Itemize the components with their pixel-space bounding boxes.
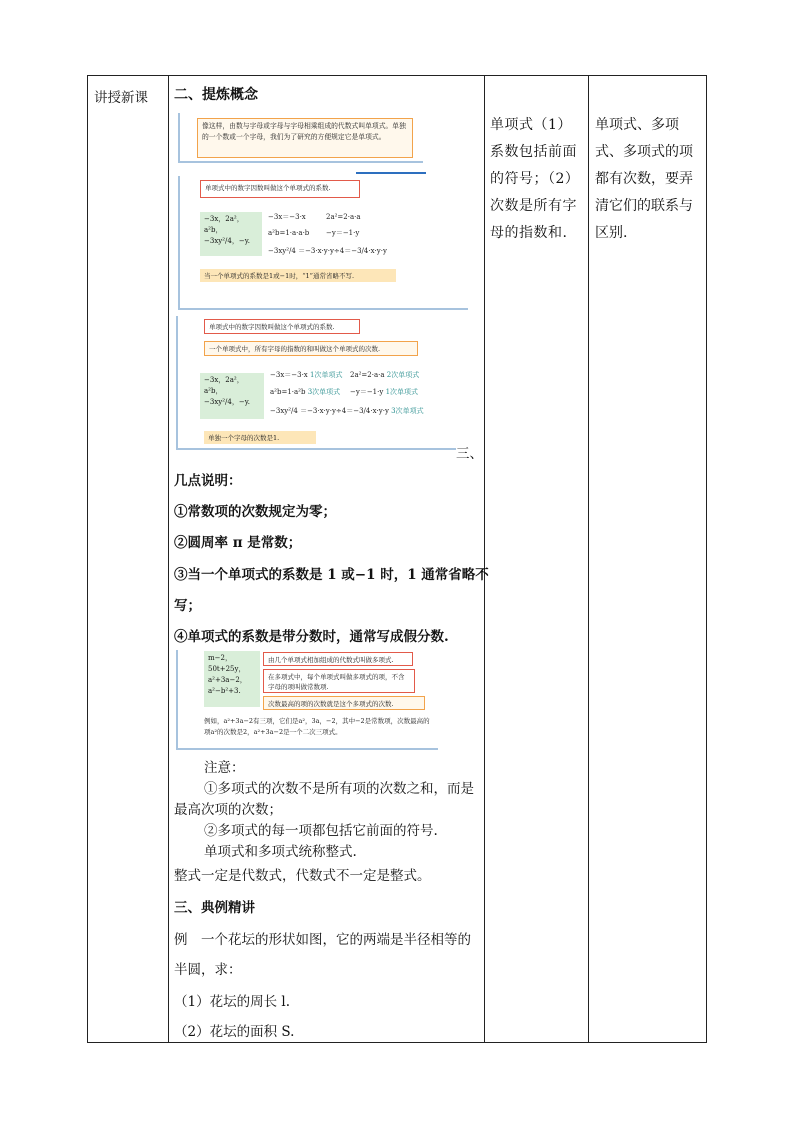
example-line: 50t+25y， bbox=[208, 665, 246, 673]
section-label: 讲授新课 bbox=[94, 90, 148, 106]
example-line: a²+3a−2， bbox=[208, 676, 247, 684]
column-divider bbox=[484, 76, 485, 1042]
example-line: −3x，2a²，a²b， bbox=[204, 215, 244, 234]
section2-title: 二、提炼概念 bbox=[174, 87, 258, 103]
example-line: a²−b²+3. bbox=[208, 687, 241, 695]
attention-item: ①多项式的次数不是所有项的次数之和，而是 bbox=[204, 781, 474, 797]
note-item: 写； bbox=[174, 598, 201, 614]
slide4-box3: 次数最高的项的次数就是这个多项式的次数. bbox=[263, 696, 425, 710]
attention-item: 单项式和多项式统称整式. bbox=[204, 844, 357, 860]
equation: −3x＝−3·x 1次单项式 bbox=[270, 371, 343, 379]
slide4-examples bbox=[204, 651, 260, 707]
slide3-definition2: 一个单项式中，所有字母的指数的和叫做这个单项式的次数. bbox=[204, 341, 418, 356]
slide4-box2: 在多项式中，每个单项式叫做多项式的项，不含字母的项叫做常数项. bbox=[263, 669, 415, 693]
slide3-examples bbox=[200, 373, 264, 419]
equation: −y＝−1·y bbox=[326, 229, 360, 237]
slide2-examples bbox=[200, 212, 262, 256]
slide-frame bbox=[176, 650, 178, 748]
slide4-box1: 由几个单项式相加组成的代数式叫做多项式. bbox=[263, 652, 413, 666]
slide-frame bbox=[178, 161, 423, 163]
slide-frame bbox=[176, 748, 438, 750]
column-divider bbox=[588, 76, 589, 1042]
attention-item: ②多项式的每一项都包括它前面的符号. bbox=[204, 823, 438, 839]
equation: −3x＝−3·x bbox=[268, 213, 306, 221]
section3-title: 三、典例精讲 bbox=[174, 900, 255, 916]
example-line: −3xy²/4，−y. bbox=[204, 398, 250, 406]
column-divider bbox=[168, 76, 169, 1042]
question-item: （2）花坛的面积 S. bbox=[174, 1024, 295, 1040]
slide-frame bbox=[176, 448, 456, 450]
main-content bbox=[174, 84, 482, 104]
side-note-polynomial: 单项式、多项式、多项式的项都有次数，要弄清它们的联系与区别. bbox=[595, 117, 693, 241]
slide3-note: 单独一个字母的次数是1. bbox=[204, 431, 316, 444]
slide3-definition1: 单项式中的数字因数叫做这个单项式的系数. bbox=[204, 319, 360, 334]
slide-frame bbox=[178, 113, 180, 161]
equation: −3xy²/4 ＝−3·x·y·y÷4＝−3/4·x·y·y 3次单项式 bbox=[270, 407, 424, 415]
example-text: 半圆，求： bbox=[174, 962, 242, 978]
example-line: m−2， bbox=[208, 654, 232, 662]
slide2-note: 当一个单项式的系数是1或−1时，“1”通常省略不写. bbox=[200, 269, 396, 282]
integral-statement: 整式一定是代数式，代数式不一定是整式。 bbox=[174, 868, 431, 884]
note-item: ④单项式的系数是带分数时，通常写成假分数. bbox=[174, 629, 449, 645]
slide-frame bbox=[178, 176, 180, 308]
decor-line bbox=[356, 172, 426, 174]
slide-frame bbox=[176, 316, 178, 448]
stray-heading: 三、 bbox=[456, 446, 483, 462]
slide4-example: 例如，a²+3a−2有三项，它们是a²，3a，−2，其中−2是常数项，次数最高的项a²的次数是2，a²+3a−2是一个二次三项式。 bbox=[204, 717, 430, 736]
slide-frame bbox=[178, 308, 468, 310]
example-line: −3xy²/4，−y. bbox=[204, 237, 250, 245]
slide1-box: 像这样，由数与字母或字母与字母相乘组成的代数式叫单项式。单独的一个数或一个字母，我们为了研究的方便规定它是单项式。 bbox=[197, 118, 413, 158]
note-item: ③当一个单项式的系数是 1 或−1 时，1 通常省略不 bbox=[174, 567, 489, 583]
attention-title: 注意： bbox=[204, 760, 245, 776]
equation: −y＝−1·y 1次单项式 bbox=[350, 388, 419, 396]
example-line: −3x，2a²，a²b， bbox=[204, 376, 244, 395]
notes-title: 几点说明： bbox=[174, 473, 242, 489]
slide2-definition: 单项式中的数字因数叫做这个单项式的系数. bbox=[200, 180, 360, 198]
note-item: ②圆周率 π 是常数； bbox=[174, 535, 302, 551]
question-item: （1）花坛的周长 l. bbox=[174, 994, 290, 1010]
side-note-monomial: 单项式（1）系数包括前面的符号；（2）次数是所有字母的指数和. bbox=[490, 117, 580, 241]
lesson-table bbox=[87, 75, 707, 1043]
equation: a²b=1·a·a·b bbox=[268, 229, 310, 237]
equation: −3xy²/4 ＝−3·x·y·y÷4＝−3/4·x·y·y bbox=[268, 247, 387, 255]
example-text: 例 一个花坛的形状如图，它的两端是半径相等的 bbox=[174, 932, 471, 948]
note-item: ①常数项的次数规定为零； bbox=[174, 504, 336, 520]
equation: a²b=1·a²b 3次单项式 bbox=[270, 388, 341, 396]
equation: 2a²=2·a·a bbox=[326, 213, 361, 221]
equation: 2a²=2·a·a 2次单项式 bbox=[350, 371, 420, 379]
attention-item: 最高次项的次数； bbox=[174, 802, 282, 818]
